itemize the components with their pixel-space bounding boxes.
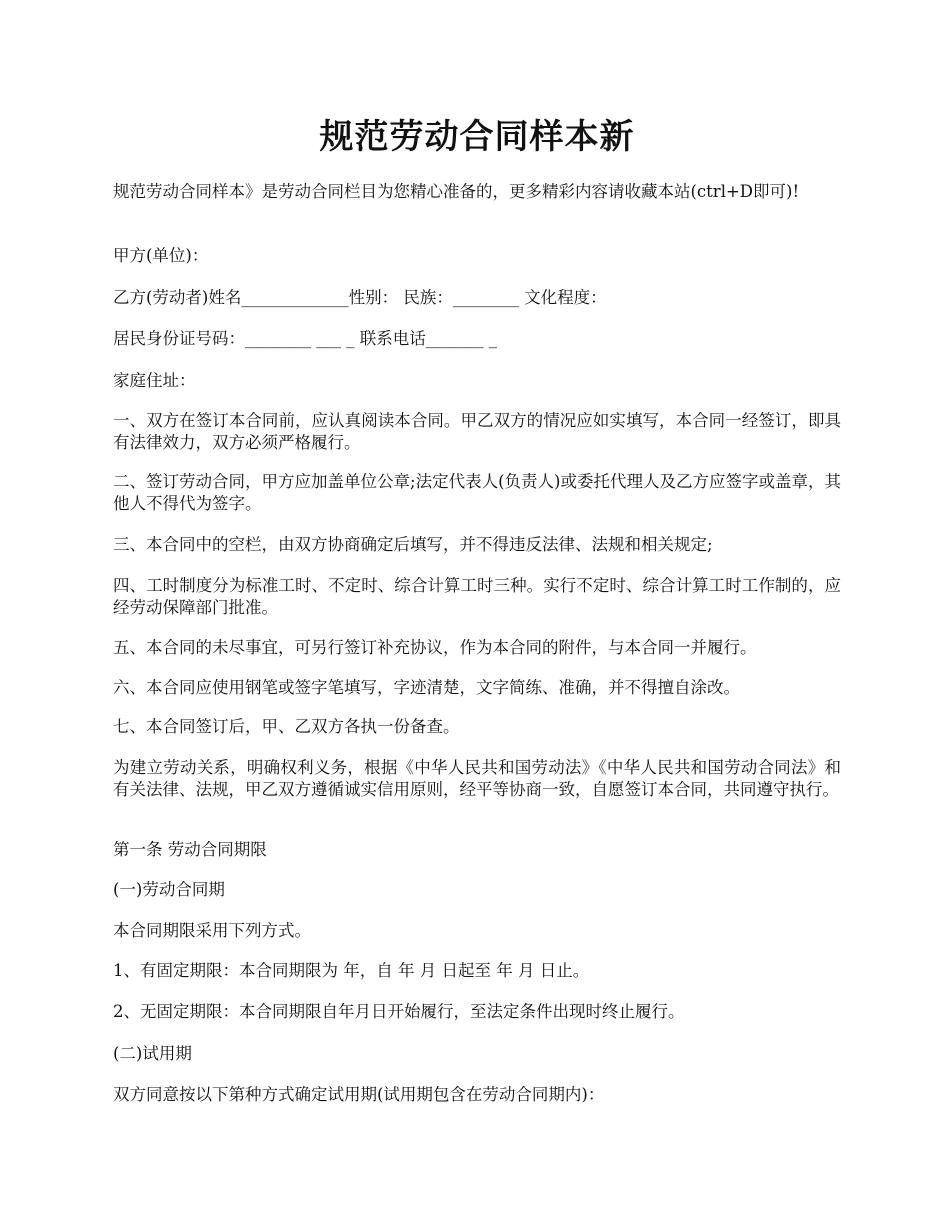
party-b-line: 乙方(劳动者)姓名_____________性别： 民族：________ 文化程度： [113,288,607,307]
note-4: 四、工时制度分为标准工时、不定时、综合计算工时三种。实行不定时、综合计算工时工作制的，应经劳动保障部门批准。 [113,576,841,617]
note-1: 一、双方在签订本合同前，应认真阅读本合同。甲乙双方的情况应如实填写，本合同一经签订，即具有法律效力，双方必须严格履行。 [113,411,841,452]
party-a-line: 甲方(单位)： [113,246,209,265]
article-1-heading: 第一条 劳动合同期限 [113,840,267,859]
intro-paragraph: 规范劳动合同样本》是劳动合同栏目为您精心准备的，更多精彩内容请收藏本站(ctrl+D即可)! [113,182,800,201]
term-method-line: 本合同期限采用下列方式。 [113,921,311,940]
fixed-term-line: 1、有固定期限：本合同期限为 年，自 年 月 日起至 年 月 日止。 [113,961,590,980]
address-line: 家庭住址： [113,371,196,390]
preamble-paragraph: 为建立劳动关系，明确权利义务，根据《中华人民共和国劳动法》《中华人民共和国劳动合同法》和有关法律、法规，甲乙双方遵循诚实信用原则，经平等协商一致，自愿签订本合同，共同遵守执行。 [113,758,841,799]
section-2-heading: (二)试用期 [113,1044,192,1063]
document-title: 规范劳动合同样本新 [319,117,635,157]
note-2: 二、签订劳动合同，甲方应加盖单位公章;法定代表人(负责人)或委托代理人及乙方应签字或盖章，其他人不得代为签字。 [113,472,841,513]
section-1-heading: (一)劳动合同期 [113,880,225,899]
probation-line: 双方同意按以下第种方式确定试用期(试用期包含在劳动合同期内)： [113,1085,605,1104]
id-phone-line: 居民身份证号码：________ ___ _ 联系电话_______ _ [113,329,497,348]
note-3: 三、本合同中的空栏，由双方协商确定后填写，并不得违反法律、法规和相关规定; [113,535,713,554]
open-term-line: 2、无固定期限：本合同期限自年月日开始履行，至法定条件出现时终止履行。 [113,1002,685,1021]
note-6: 六、本合同应使用钢笔或签字笔填写，字迹清楚，文字简练、准确，并不得擅自涂改。 [113,678,740,697]
note-5: 五、本合同的未尽事宜，可另行签订补充协议，作为本合同的附件，与本合同一并履行。 [113,638,757,657]
note-7: 七、本合同签订后，甲、乙双方各执一份备查。 [113,717,460,736]
